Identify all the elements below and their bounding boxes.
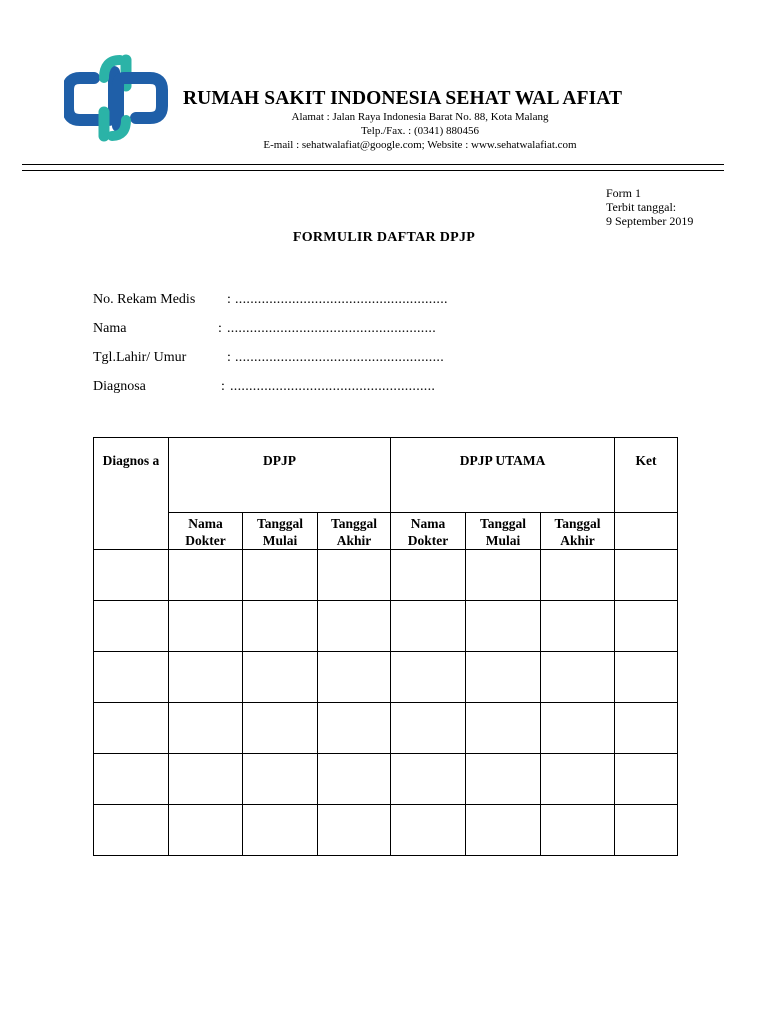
table-row — [94, 601, 678, 652]
form-title: FORMULIR DAFTAR DPJP — [292, 230, 476, 245]
table-cell[interactable] — [169, 652, 243, 703]
table-cell[interactable] — [243, 652, 318, 703]
table-cell[interactable] — [318, 805, 391, 856]
name-label: Nama — [93, 321, 127, 336]
dpjp-doctor-name-header: Nama Dokter — [169, 513, 243, 550]
table-cell[interactable] — [541, 601, 615, 652]
table-cell[interactable] — [243, 601, 318, 652]
dpjp-utama-doctor-name-header: Nama Dokter — [391, 513, 466, 550]
table-cell[interactable] — [541, 805, 615, 856]
table-cell[interactable] — [541, 703, 615, 754]
table-cell[interactable] — [318, 652, 391, 703]
table-cell[interactable] — [94, 550, 169, 601]
table-cell[interactable] — [541, 652, 615, 703]
hospital-phone: Telp./Fax. : (0341) 880456 — [360, 125, 480, 137]
table-cell[interactable] — [615, 601, 678, 652]
dpjp-utama-header: DPJP UTAMA — [391, 438, 615, 513]
diagnosis-field[interactable]: ...................................................... — [230, 379, 436, 394]
table-row — [94, 805, 678, 856]
table-cell[interactable] — [243, 703, 318, 754]
name-field[interactable]: ....................................................... — [227, 321, 436, 336]
table-cell[interactable] — [466, 754, 541, 805]
table-cell[interactable] — [541, 550, 615, 601]
dpjp-table — [93, 437, 678, 856]
header-divider-thin — [22, 170, 724, 171]
table-cell[interactable] — [391, 805, 466, 856]
table-cell[interactable] — [169, 703, 243, 754]
dpjp-start-date-header: Tanggal Mulai — [243, 513, 318, 550]
table-cell[interactable] — [318, 703, 391, 754]
diagnosis-header: Diagnos a — [94, 438, 169, 550]
issue-date-label: Terbit tanggal: — [606, 200, 677, 214]
medical-record-label: No. Rekam Medis — [93, 292, 196, 307]
table-cell[interactable] — [466, 805, 541, 856]
table-row — [94, 703, 678, 754]
field-colon: : — [227, 350, 231, 365]
hospital-name: RUMAH SAKIT INDONESIA SEHAT WAL AFIAT — [183, 88, 623, 109]
table-cell[interactable] — [391, 652, 466, 703]
table-cell[interactable] — [94, 652, 169, 703]
table-cell[interactable] — [391, 754, 466, 805]
table-cell[interactable] — [466, 601, 541, 652]
table-cell[interactable] — [391, 550, 466, 601]
table-cell[interactable] — [615, 550, 678, 601]
table-cell[interactable] — [94, 754, 169, 805]
hospital-contact: E-mail : sehatwalafiat@google.com; Website : www.sehatwalafiat.com — [263, 139, 577, 151]
form-number: Form 1 — [606, 186, 642, 200]
table-cell[interactable] — [466, 703, 541, 754]
medical-record-field[interactable]: ........................................................ — [235, 292, 448, 307]
header-divider-thick — [22, 164, 724, 165]
table-cell[interactable] — [615, 805, 678, 856]
diagnosis-label: Diagnosa — [93, 379, 146, 394]
dpjp-end-date-header: Tanggal Akhir — [318, 513, 391, 550]
table-cell[interactable] — [391, 601, 466, 652]
table-cell[interactable] — [169, 550, 243, 601]
table-cell[interactable] — [466, 550, 541, 601]
issue-date-value: 9 September 2019 — [606, 214, 694, 228]
dpjp-utama-start-date-header: Tanggal Mulai — [466, 513, 541, 550]
dpjp-header: DPJP — [169, 438, 391, 513]
hospital-address: Alamat : Jalan Raya Indonesia Barat No. 88, Kota Malang — [291, 111, 549, 123]
table-cell[interactable] — [94, 805, 169, 856]
birthdate-age-label: Tgl.Lahir/ Umur — [93, 350, 187, 365]
ket-sub-header — [615, 513, 678, 550]
field-colon: : — [218, 321, 222, 336]
table-cell[interactable] — [318, 754, 391, 805]
table-cell[interactable] — [615, 754, 678, 805]
table-row — [94, 550, 678, 601]
table-cell[interactable] — [318, 550, 391, 601]
table-cell[interactable] — [318, 601, 391, 652]
table-cell[interactable] — [243, 805, 318, 856]
field-colon: : — [227, 292, 231, 307]
table-cell[interactable] — [615, 652, 678, 703]
table-cell[interactable] — [169, 601, 243, 652]
table-body — [94, 550, 678, 856]
table-cell[interactable] — [243, 754, 318, 805]
table-cell[interactable] — [243, 550, 318, 601]
hospital-logo-icon — [64, 50, 168, 146]
field-colon: : — [221, 379, 225, 394]
table-row — [94, 652, 678, 703]
table-cell[interactable] — [94, 601, 169, 652]
table-cell[interactable] — [169, 805, 243, 856]
table-cell[interactable] — [169, 754, 243, 805]
table-cell[interactable] — [391, 703, 466, 754]
ket-header: Ket — [615, 438, 678, 513]
birthdate-age-field[interactable]: ....................................................... — [235, 350, 444, 365]
table-cell[interactable] — [541, 754, 615, 805]
table-row — [94, 754, 678, 805]
table-cell[interactable] — [615, 703, 678, 754]
table-cell[interactable] — [466, 652, 541, 703]
table-cell[interactable] — [94, 703, 169, 754]
dpjp-utama-end-date-header: Tanggal Akhir — [541, 513, 615, 550]
